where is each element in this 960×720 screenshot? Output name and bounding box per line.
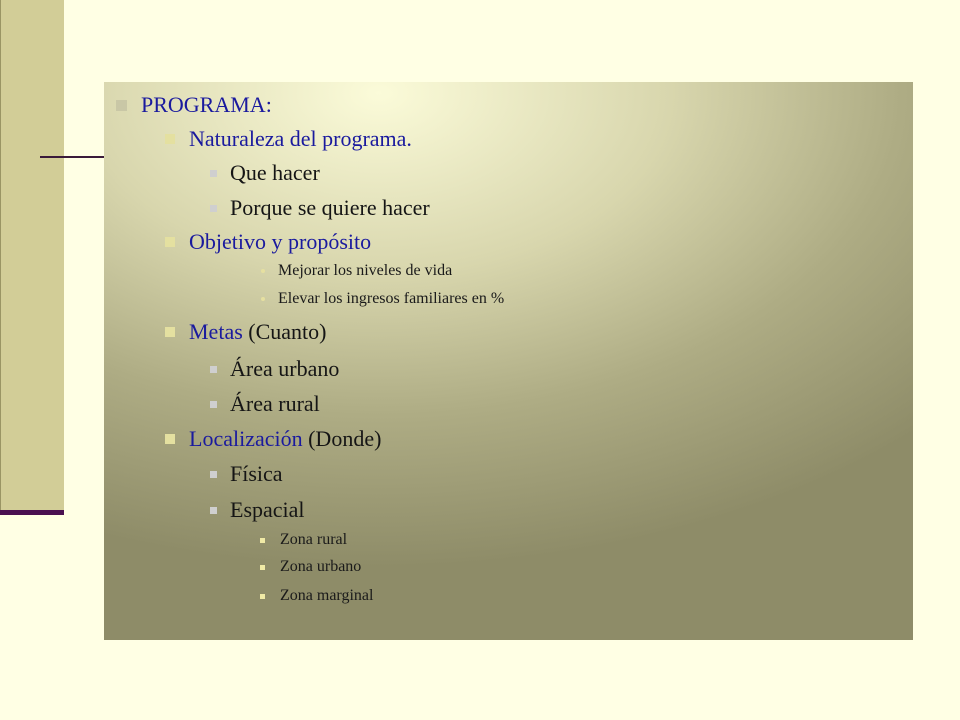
list-item-text bbox=[189, 426, 381, 452]
list-item-que-hacer bbox=[210, 160, 320, 186]
list-item-text: Que hacer bbox=[230, 160, 320, 185]
decorative-line bbox=[40, 156, 104, 158]
square-bullet-icon bbox=[165, 327, 175, 337]
list-item-mejorar bbox=[261, 262, 452, 280]
slide-content-box bbox=[104, 82, 913, 640]
list-item-keyword: Metas bbox=[189, 319, 243, 344]
list-item-text bbox=[189, 319, 326, 345]
list-item-programa bbox=[116, 92, 272, 118]
square-bullet-icon bbox=[210, 170, 217, 177]
square-bullet-icon bbox=[165, 134, 175, 144]
list-item-fisica bbox=[210, 461, 283, 487]
list-item-text: Área urbano bbox=[230, 356, 340, 381]
list-item-zona-urbano bbox=[260, 558, 361, 576]
list-item-text: Elevar los ingresos familiares en % bbox=[278, 290, 505, 307]
square-bullet-icon bbox=[260, 565, 265, 570]
list-item-text: Naturaleza del programa. bbox=[189, 126, 412, 151]
list-item-area-rural bbox=[210, 391, 320, 417]
list-item-text: Física bbox=[230, 461, 283, 486]
list-item-zona-marginal bbox=[260, 587, 373, 605]
list-item-text: Zona urbano bbox=[280, 558, 362, 575]
square-bullet-icon bbox=[210, 471, 217, 478]
decorative-accent-bar bbox=[0, 510, 64, 515]
list-item-espacial bbox=[210, 497, 305, 523]
list-item-keyword: Localización bbox=[189, 426, 303, 451]
square-bullet-icon bbox=[165, 237, 175, 247]
list-item-suffix: (Donde) bbox=[302, 426, 382, 451]
list-item-metas bbox=[165, 319, 326, 345]
dot-bullet-icon bbox=[261, 297, 265, 301]
dot-bullet-icon bbox=[261, 269, 265, 273]
list-item-area-urbano bbox=[210, 356, 339, 382]
list-item-text: PROGRAMA: bbox=[141, 92, 272, 117]
square-bullet-icon bbox=[210, 205, 217, 212]
list-item-zona-rural bbox=[260, 531, 347, 549]
list-item-elevar bbox=[261, 290, 504, 308]
left-decorative-band bbox=[0, 0, 64, 512]
square-bullet-icon bbox=[165, 434, 175, 444]
list-item-text: Mejorar los niveles de vida bbox=[278, 262, 453, 279]
square-bullet-icon bbox=[210, 366, 217, 373]
square-bullet-icon bbox=[260, 594, 265, 599]
list-item-suffix: (Cuanto) bbox=[242, 319, 327, 344]
list-item-localizacion bbox=[165, 426, 381, 452]
square-bullet-icon bbox=[260, 538, 265, 543]
list-item-text: Objetivo y propósito bbox=[189, 229, 372, 254]
list-item-naturaleza bbox=[165, 126, 412, 152]
list-item-text: Zona rural bbox=[280, 531, 348, 548]
list-item-text: Zona marginal bbox=[280, 587, 374, 604]
list-item-text: Área rural bbox=[230, 391, 320, 416]
list-item-text: Porque se quiere hacer bbox=[230, 195, 430, 220]
square-bullet-icon bbox=[116, 100, 127, 111]
list-item-porque bbox=[210, 195, 430, 221]
square-bullet-icon bbox=[210, 401, 217, 408]
list-item-text: Espacial bbox=[230, 497, 305, 522]
square-bullet-icon bbox=[210, 507, 217, 514]
list-item-objetivo bbox=[165, 229, 371, 255]
